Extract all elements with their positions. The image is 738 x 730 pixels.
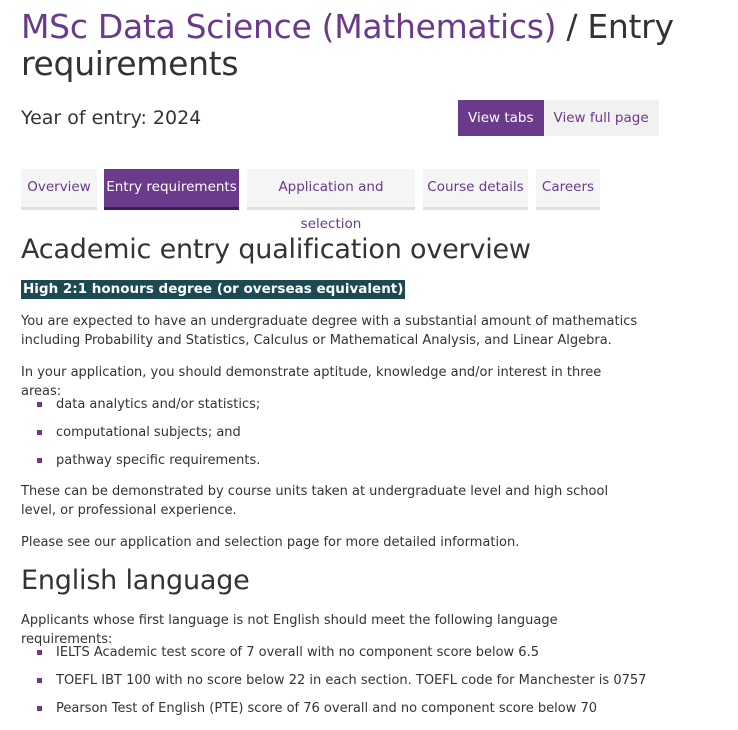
view-toggle <box>458 100 659 136</box>
bullet-icon <box>37 706 42 711</box>
year-of-entry: Year of entry: 2024 <box>21 107 202 129</box>
english-language-heading: English language <box>21 565 250 596</box>
list-item-text: IELTS Academic test score of 7 overall with no component score below 6.5 <box>56 645 539 660</box>
list-item <box>37 671 646 699</box>
language-requirements-list <box>37 643 646 727</box>
tab-overview[interactable]: Overview <box>21 169 97 210</box>
view-full-page-button[interactable]: View full page <box>544 100 659 136</box>
page-title-course: MSc Data Science (Mathematics) <box>21 7 557 46</box>
bullet-icon <box>37 458 42 463</box>
bullet-icon <box>37 650 42 655</box>
tab-application-and-selection[interactable]: Application and selection <box>247 169 415 210</box>
areas-list <box>37 395 260 479</box>
bullet-icon <box>37 402 42 407</box>
list-item-text: data analytics and/or statistics; <box>56 397 261 412</box>
degree-requirement-highlight: High 2:1 honours degree (or overseas equivalent) <box>23 281 404 297</box>
list-item-text: computational subjects; and <box>56 425 241 440</box>
list-item <box>37 643 646 671</box>
demonstrated-text: These can be demonstrated by course units taken at undergraduate level and high school level, or professional experience. <box>21 484 609 518</box>
list-item <box>37 395 260 423</box>
list-item <box>37 423 260 451</box>
view-tabs-button[interactable]: View tabs <box>458 100 544 136</box>
see-more-text: Please see our application and selection page for more detailed information. <box>21 535 520 550</box>
english-intro-text: Applicants whose first language is not English should meet the following language requirements: <box>21 613 558 647</box>
bullet-icon <box>37 430 42 435</box>
academic-heading: Academic entry qualification overview <box>21 234 531 265</box>
list-item <box>37 699 646 727</box>
areas-intro-text: In your application, you should demonstrate aptitude, knowledge and/or interest in three areas: <box>21 365 602 399</box>
page-title-separator: / <box>556 7 588 46</box>
academic-intro-text: You are expected to have an undergraduate degree with a substantial amount of mathematics including Probability and Statistics, Calculus or Mathematical Analysis, and Linear Algebra. <box>21 314 638 348</box>
tab-entry-requirements[interactable]: Entry requirements <box>104 169 239 210</box>
page-title <box>21 8 721 82</box>
list-item-text: pathway specific requirements. <box>56 453 261 468</box>
tab-careers[interactable]: Careers <box>536 169 600 210</box>
page-title-section: Entry requirements <box>21 7 674 83</box>
list-item-text: TOEFL IBT 100 with no score below 22 in each section. TOEFL code for Manchester is 0757 <box>56 673 647 688</box>
bullet-icon <box>37 678 42 683</box>
tab-course-details[interactable]: Course details <box>423 169 528 210</box>
list-item <box>37 451 260 479</box>
list-item-text: Pearson Test of English (PTE) score of 76 overall and no component score below 70 <box>56 701 598 716</box>
